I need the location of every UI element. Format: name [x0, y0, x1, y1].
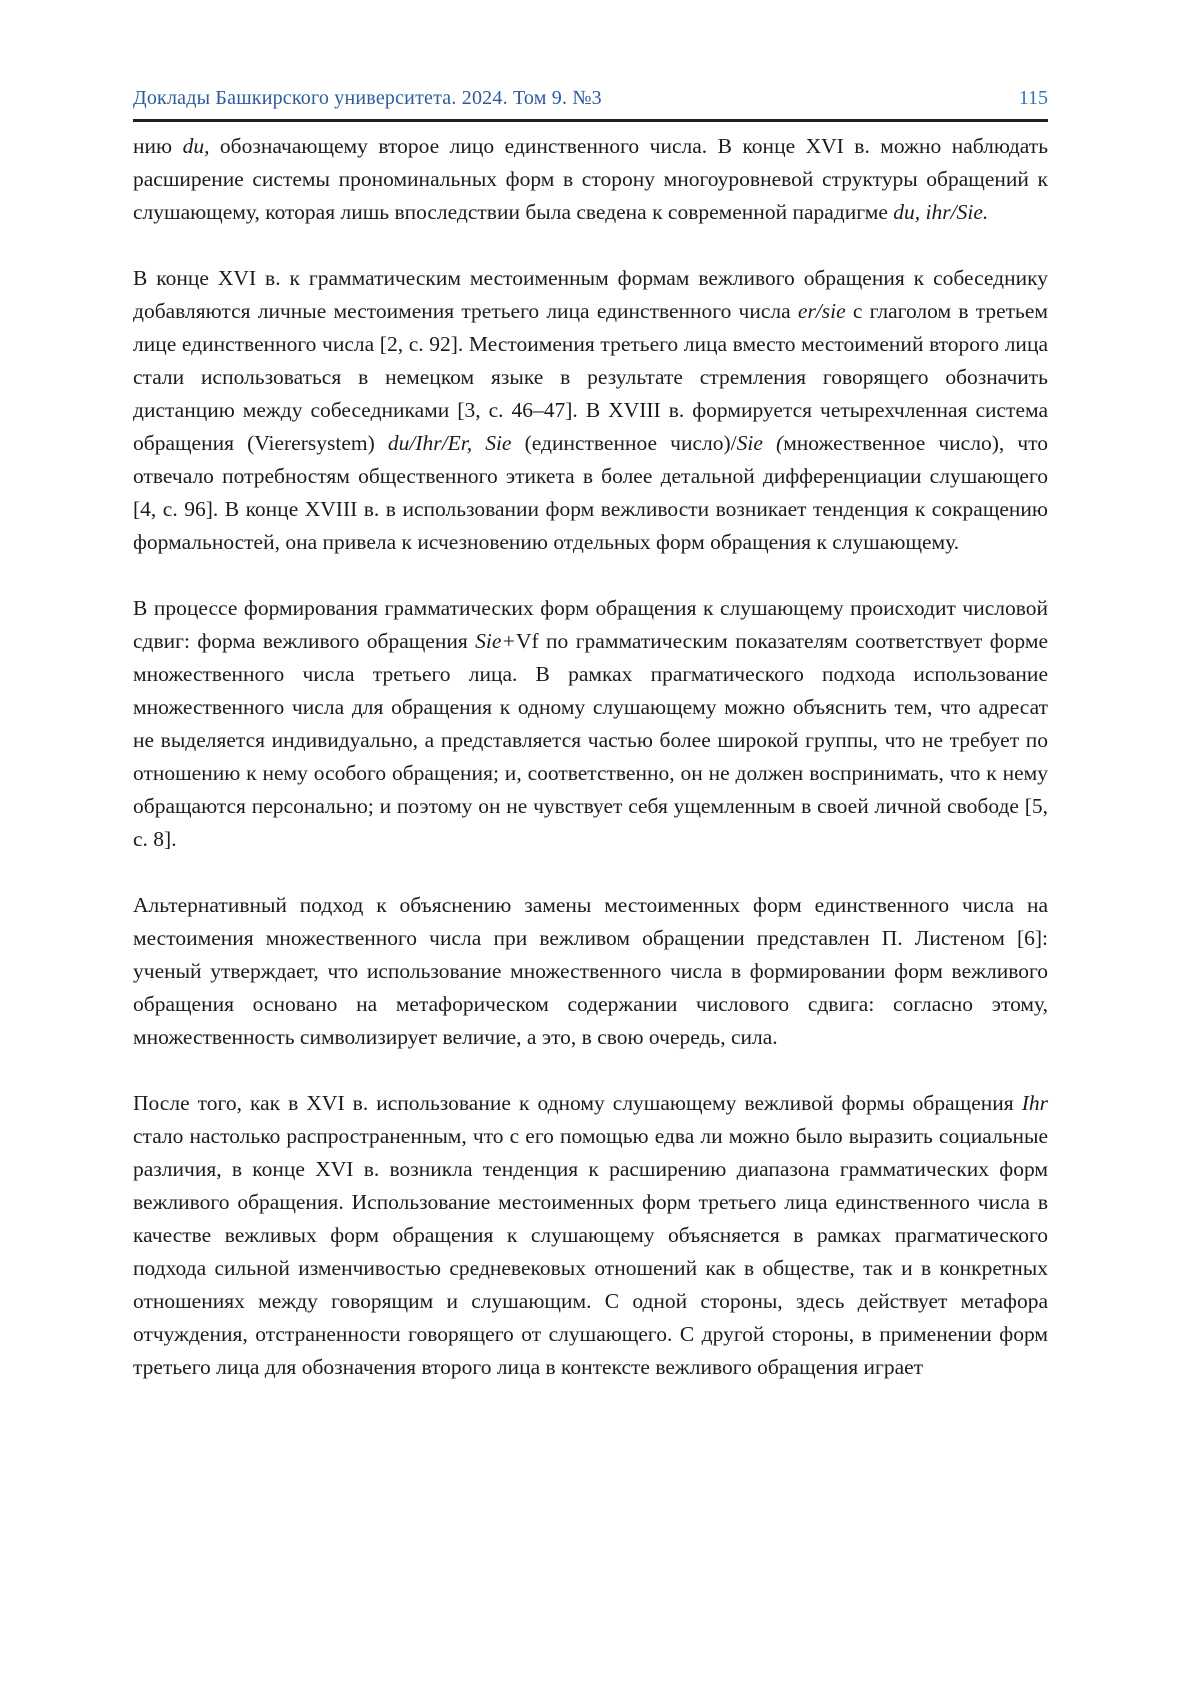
italic-term: Sie+ [475, 629, 516, 653]
text-run: В конце XVI в. к грамматическим местоименным формам вежливого обращения к собеседнику добавляются личные местоимения третьего лица единственного числа [133, 266, 1048, 323]
italic-term: du/Ihr/Er, Sie [387, 431, 512, 455]
paragraph [133, 130, 1048, 229]
italic-term: er/sie [797, 299, 846, 323]
text-run: После того, как в XVI в. использование к одному слушающему вежливой формы обращения [133, 1091, 1022, 1115]
italic-term: Sie ( [736, 431, 784, 455]
italic-term: du, ihr/Sie. [893, 200, 989, 224]
text-run: обозначающему второе лицо единственного числа. В конце XVI в. можно наблюдать расширение системы прономинальных форм в сторону многоуровневой структуры обращений к слушающему, которая лишь впоследствии была сведена к современной парадигме [133, 134, 1048, 224]
italic-term: Ihr [1021, 1091, 1048, 1115]
text-run: В процессе формирования грамматических форм обращения к слушающему происходит числовой сдвиг: форма вежливого обращения [133, 596, 1048, 653]
paragraph [133, 889, 1048, 1054]
paragraph [133, 262, 1048, 559]
italic-term: du, [182, 134, 210, 158]
text-run: нию [133, 134, 183, 158]
text-run: (единственное число)/ [511, 431, 737, 455]
paragraph [133, 1087, 1048, 1384]
page-number: 115 [1018, 87, 1048, 109]
journal-title: Доклады Башкирского университета. 2024. Том 9. №3 [133, 87, 602, 109]
running-head [133, 86, 1048, 110]
paragraph [133, 592, 1048, 856]
text-run: стало настолько распространенным, что с его помощью едва ли можно было выразить социальные различия, в конце XVI в. возникла тенденция к расширению диапазона грамматических форм вежливого обращения. Использование местоименных форм третьего лица единственного числа в качестве вежливых форм обращения к слушающему объясняется в рамках прагматического подхода сильной изменчивостью средневековых отношений как в обществе, так и в конкретных отношениях между говорящим и слушающим. С одной стороны, здесь действует метафора отчуждения, отстраненности говорящего от слушающего. С другой стороны, в применении форм третьего лица для обозначения второго лица в контексте вежливого обращения играет [133, 1124, 1048, 1379]
text-run: с глаголом в третьем лице единственного числа [2, с. 92]. Местоимения третьего лица вместо местоимений второго лица стали использоваться в немецком языке в результате стремления говорящего обозначить дистанцию между собеседниками [3, с. 46–47]. В XVIII в. формируется четырехчленная система обращения (Vierersystem) [133, 299, 1049, 455]
text-run: Vf по грамматическим показателям соответствует форме множественного числа третьего лица. В рамках прагматического подхода использование множественного числа для обращения к одному слушающему можно объяснить тем, что адресат не выделяется индивидуально, а представляется частью более широкой группы, что не требует по отношению к нему особого обращения; и, соответственно, он не должен воспринимать, что к нему обращаются персонально; и поэтому он не чувствует себя ущемленным в своей личной свободе [5, с. 8]. [133, 629, 1048, 851]
text-run: множественное число), что отвечало потребностям общественного этикета в более детальной дифференциации слушающего [4, с. 96]. В конце XVIII в. в использовании форм вежливости возникает тенденция к сокращению формальностей, она привела к исчезновению отдельных форм обращения к слушающему. [133, 431, 1049, 554]
article-body [133, 130, 1048, 1417]
header-rule [133, 119, 1048, 122]
text-run: Альтернативный подход к объяснению замены местоименных форм единственного числа на местоимения множественного числа при вежливом обращении представлен П. Листеном [6]: ученый утверждает, что использование множественного числа в формировании форм вежливого обращения основано на метафорическом содержании числового сдвига: согласно этому, множественность символизирует величие, а это, в свою очередь, сила. [133, 893, 1048, 1049]
